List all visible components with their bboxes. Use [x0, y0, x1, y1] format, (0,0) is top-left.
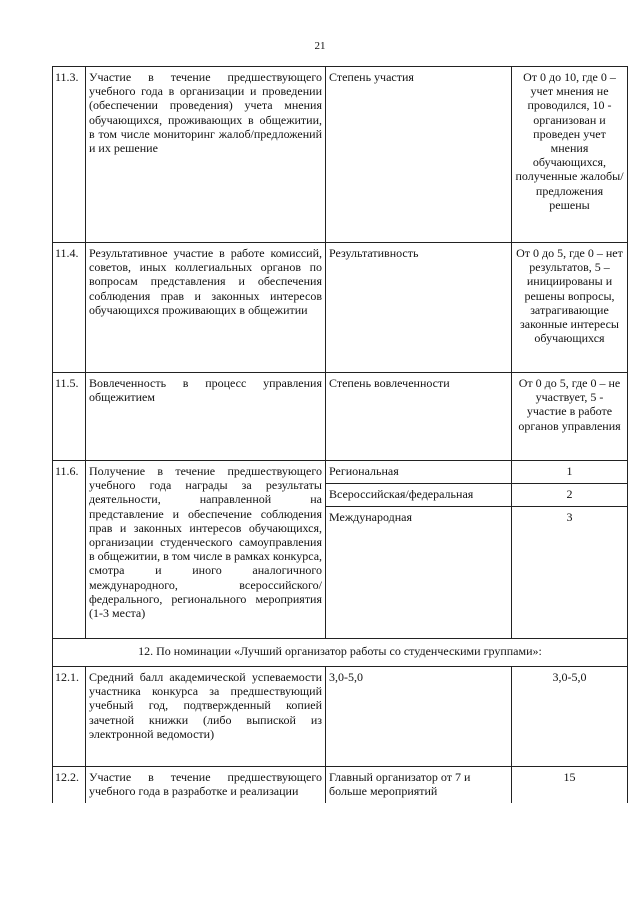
row-score: От 0 до 5, где 0 – не участвует, 5 - участие в работе органов управления — [512, 373, 628, 461]
row-number: 11.3. — [53, 67, 86, 243]
row-criterion: 3,0-5,0 — [326, 667, 512, 767]
row-number: 12.1. — [53, 667, 86, 767]
level-score: 1 — [512, 461, 628, 484]
row-score: От 0 до 5, где 0 – нет результатов, 5 – инициированы и решены вопросы, затрагивающие законные интересы обучающихся — [512, 243, 628, 373]
row-criterion: Степень участия — [326, 67, 512, 243]
level-score: 2 — [512, 484, 628, 507]
criteria-table — [52, 66, 628, 803]
row-number: 11.5. — [53, 373, 86, 461]
page-number: 21 — [314, 40, 326, 52]
table-row — [53, 667, 628, 767]
level-score: 3 — [512, 507, 628, 639]
row-number: 11.4. — [53, 243, 86, 373]
table-row — [53, 767, 628, 803]
row-criterion: Степень вовлеченности — [326, 373, 512, 461]
level-criterion: Региональная — [326, 461, 512, 484]
row-description: Участие в течение предшествующего учебного года в организации и проведении (обеспечении проведения) учета мнения обучающихся, проживающих в общежитии, в том числе мониторинг жалоб/предложений и их решение — [86, 67, 326, 243]
table-row — [53, 373, 628, 461]
row-score: 3,0-5,0 — [512, 667, 628, 767]
row-score: От 0 до 10, где 0 – учет мнения не проводился, 10 - организован и проведен учет мнения обучающихся, полученные жалобы/ предложения решены — [512, 67, 628, 243]
row-description: Вовлеченность в процесс управления общежитием — [86, 373, 326, 461]
row-number: 12.2. — [53, 767, 86, 803]
section-title: 12. По номинации «Лучший организатор работы со студенческими группами»: — [53, 639, 628, 667]
table-row — [53, 243, 628, 373]
row-description: Средний балл академической успеваемости участника конкурса за предшествующий учебный год, подтвержденный копией зачетной книжки (либо выпиской из электронной ведомости) — [86, 667, 326, 767]
table-row — [53, 67, 628, 243]
table-row — [53, 461, 628, 484]
row-number: 11.6. — [53, 461, 86, 639]
row-score: 15 — [512, 767, 628, 803]
row-description: Получение в течение предшествующего учебного года награды за результаты деятельности, направленной на представление и обеспечение соблюдения прав и законных интересов обучающихся, организации студенческого самоуправления в общежитии, в том числе в рамках конкурса, смотра и иного аналогичного международного, всероссийского/федерального, регионального мероприятия (1-3 места) — [86, 461, 326, 639]
level-criterion: Всероссийская/федеральная — [326, 484, 512, 507]
row-description: Участие в течение предшествующего учебного года в разработке и реализации — [86, 767, 326, 803]
row-description: Результативное участие в работе комиссий, советов, иных коллегиальных органов по вопросам представления и обеспечения соблюдения прав и законных интересов обучающихся проживающих в общежитии — [86, 243, 326, 373]
row-criterion: Результативность — [326, 243, 512, 373]
section-header-row — [53, 639, 628, 667]
row-criterion: Главный организатор от 7 и больше мероприятий — [326, 767, 512, 803]
level-criterion: Международная — [326, 507, 512, 639]
